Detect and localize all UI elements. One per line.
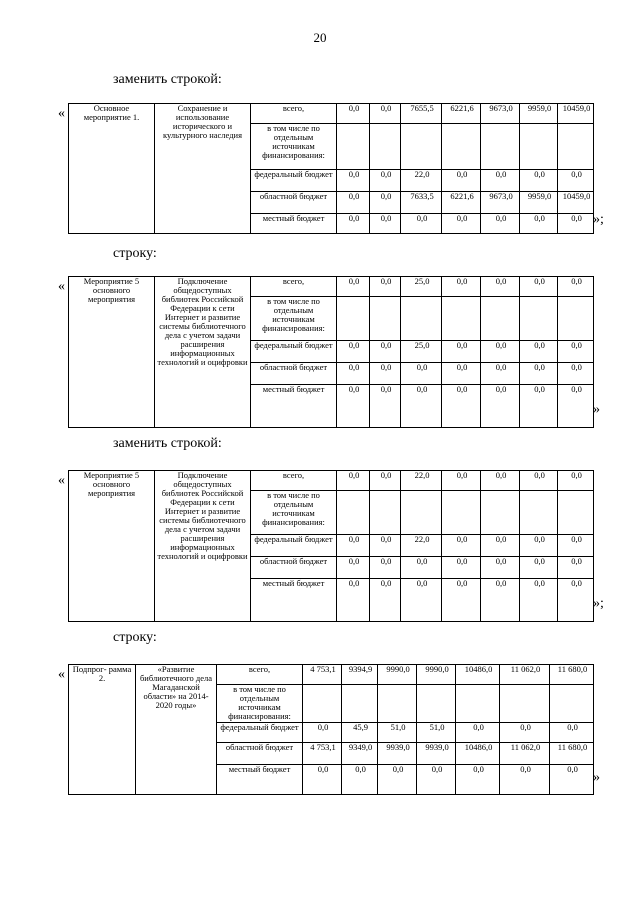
- cell-value: 0,0: [442, 170, 481, 192]
- cell-value: 0,0: [401, 385, 442, 428]
- cell-value: 0,0: [337, 277, 370, 297]
- cell-value: 0,0: [337, 579, 370, 622]
- cell-source: областной бюджет: [251, 363, 337, 385]
- cell-value: [442, 297, 481, 341]
- cell-value: 0,0: [370, 471, 401, 491]
- cell-source: в том числе по отдельным источникам финансирования:: [251, 297, 337, 341]
- cell-value: 51,0: [417, 723, 456, 743]
- cell-source: местный бюджет: [251, 385, 337, 428]
- cell-event: Подпрог- рамма 2.: [69, 665, 136, 795]
- quote-close: »;: [593, 212, 604, 227]
- cell-value: [481, 491, 520, 535]
- cell-value: 0,0: [370, 385, 401, 428]
- cell-value: [417, 685, 456, 723]
- cell-value: 4 753,1: [303, 743, 342, 765]
- cell-value: [558, 124, 594, 170]
- cell-source: федеральный бюджет: [251, 535, 337, 557]
- cell-value: 0,0: [558, 579, 594, 622]
- quote-open: «: [58, 106, 65, 121]
- cell-value: 0,0: [370, 214, 401, 234]
- cell-value: 10486,0: [456, 743, 500, 765]
- heading-replace-2: заменить строкой:: [113, 436, 222, 451]
- funding-table: [68, 103, 594, 234]
- cell-value: 0,0: [520, 277, 558, 297]
- cell-value: 0,0: [303, 723, 342, 743]
- cell-value: [456, 685, 500, 723]
- cell-value: 9349,0: [342, 743, 378, 765]
- quote-open: «: [58, 279, 65, 294]
- cell-value: 0,0: [337, 471, 370, 491]
- cell-value: 0,0: [442, 363, 481, 385]
- cell-value: [370, 297, 401, 341]
- table-block-4: [68, 664, 593, 795]
- cell-value: 0,0: [500, 765, 550, 795]
- cell-value: 10486,0: [456, 665, 500, 685]
- cell-value: [558, 297, 594, 341]
- heading-row-2: строку:: [113, 630, 157, 645]
- cell-value: 0,0: [481, 385, 520, 428]
- cell-value: 0,0: [337, 192, 370, 214]
- cell-value: [401, 124, 442, 170]
- cell-value: 0,0: [558, 341, 594, 363]
- cell-value: 25,0: [401, 341, 442, 363]
- cell-value: 0,0: [378, 765, 417, 795]
- cell-value: 0,0: [342, 765, 378, 795]
- cell-source: областной бюджет: [251, 557, 337, 579]
- cell-value: 0,0: [481, 214, 520, 234]
- cell-value: 11 062,0: [500, 743, 550, 765]
- cell-value: 9990,0: [378, 665, 417, 685]
- table-block-1: [68, 103, 593, 234]
- cell-value: 0,0: [520, 471, 558, 491]
- cell-source: местный бюджет: [251, 579, 337, 622]
- cell-value: 51,0: [378, 723, 417, 743]
- cell-value: 0,0: [401, 363, 442, 385]
- cell-value: 0,0: [456, 723, 500, 743]
- cell-source: областной бюджет: [217, 743, 303, 765]
- cell-source: в том числе по отдельным источникам финансирования:: [251, 491, 337, 535]
- cell-value: 0,0: [337, 557, 370, 579]
- cell-value: 9990,0: [417, 665, 456, 685]
- cell-value: 0,0: [337, 385, 370, 428]
- cell-value: 0,0: [550, 723, 594, 743]
- cell-value: 10459,0: [558, 192, 594, 214]
- cell-value: [337, 124, 370, 170]
- cell-value: 0,0: [442, 579, 481, 622]
- cell-value: 22,0: [401, 170, 442, 192]
- cell-value: 6221,6: [442, 192, 481, 214]
- cell-value: 0,0: [442, 471, 481, 491]
- cell-value: 0,0: [558, 557, 594, 579]
- cell-description: Подключение общедоступных библиотек Российской Федерации к сети Интернет и развитие системы библиотечного дела с учетом задачи расширения информационных технологий и оцифровки: [155, 471, 251, 622]
- cell-value: 0,0: [500, 723, 550, 743]
- cell-value: 9673,0: [481, 192, 520, 214]
- cell-value: 0,0: [520, 341, 558, 363]
- cell-value: 0,0: [481, 579, 520, 622]
- cell-value: [378, 685, 417, 723]
- cell-value: 11 062,0: [500, 665, 550, 685]
- cell-value: 9673,0: [481, 104, 520, 124]
- quote-close: »;: [593, 596, 604, 611]
- cell-value: 0,0: [558, 277, 594, 297]
- cell-source: всего,: [217, 665, 303, 685]
- cell-event: Основное мероприятие 1.: [69, 104, 155, 234]
- table-block-3: [68, 470, 593, 622]
- cell-value: 0,0: [370, 557, 401, 579]
- cell-value: 0,0: [337, 341, 370, 363]
- quote-close: »: [593, 770, 600, 785]
- cell-value: [337, 491, 370, 535]
- funding-table: [68, 664, 594, 795]
- cell-value: 0,0: [481, 535, 520, 557]
- cell-source: всего,: [251, 277, 337, 297]
- cell-source: в том числе по отдельным источникам финансирования:: [217, 685, 303, 723]
- cell-value: 0,0: [401, 579, 442, 622]
- cell-value: 0,0: [401, 214, 442, 234]
- cell-value: 9959,0: [520, 104, 558, 124]
- cell-source: местный бюджет: [251, 214, 337, 234]
- cell-value: [370, 491, 401, 535]
- cell-value: 0,0: [520, 535, 558, 557]
- cell-value: 0,0: [481, 363, 520, 385]
- cell-source: федеральный бюджет: [251, 341, 337, 363]
- cell-value: 0,0: [520, 579, 558, 622]
- cell-value: 0,0: [520, 557, 558, 579]
- cell-event: Мероприятие 5 основного мероприятия: [69, 277, 155, 428]
- cell-source: областной бюджет: [251, 192, 337, 214]
- cell-value: [481, 297, 520, 341]
- cell-value: [370, 124, 401, 170]
- cell-value: 0,0: [558, 535, 594, 557]
- cell-value: 0,0: [481, 557, 520, 579]
- cell-value: 0,0: [520, 385, 558, 428]
- cell-event: Мероприятие 5 основного мероприятия: [69, 471, 155, 622]
- cell-value: 0,0: [370, 104, 401, 124]
- cell-value: 6221,6: [442, 104, 481, 124]
- cell-value: [550, 685, 594, 723]
- cell-value: [520, 297, 558, 341]
- cell-value: [520, 491, 558, 535]
- cell-value: 0,0: [442, 557, 481, 579]
- heading-row-1: строку:: [113, 246, 157, 261]
- cell-value: 0,0: [520, 170, 558, 192]
- cell-value: 0,0: [520, 363, 558, 385]
- cell-value: 0,0: [442, 214, 481, 234]
- cell-value: 0,0: [370, 341, 401, 363]
- funding-table: [68, 276, 594, 428]
- cell-value: 0,0: [558, 471, 594, 491]
- quote-open: «: [58, 473, 65, 488]
- cell-value: [401, 297, 442, 341]
- cell-value: 0,0: [442, 535, 481, 557]
- quote-close: »: [593, 402, 600, 417]
- table-block-2: [68, 276, 593, 428]
- cell-value: [442, 124, 481, 170]
- cell-value: 0,0: [370, 170, 401, 192]
- cell-value: 0,0: [442, 341, 481, 363]
- funding-table: [68, 470, 594, 622]
- cell-value: 22,0: [401, 471, 442, 491]
- cell-value: 0,0: [558, 214, 594, 234]
- cell-source: местный бюджет: [217, 765, 303, 795]
- cell-value: 11 680,0: [550, 665, 594, 685]
- cell-value: 0,0: [370, 277, 401, 297]
- cell-value: 0,0: [337, 535, 370, 557]
- cell-value: 0,0: [401, 557, 442, 579]
- cell-value: 0,0: [481, 341, 520, 363]
- cell-value: 0,0: [442, 385, 481, 428]
- heading-replace-1: заменить строкой:: [113, 72, 222, 87]
- cell-source: федеральный бюджет: [251, 170, 337, 192]
- cell-value: 0,0: [558, 363, 594, 385]
- cell-source: всего,: [251, 471, 337, 491]
- cell-value: [337, 297, 370, 341]
- cell-value: [401, 491, 442, 535]
- cell-value: 22,0: [401, 535, 442, 557]
- cell-value: 0,0: [442, 277, 481, 297]
- cell-value: 9939,0: [378, 743, 417, 765]
- cell-value: 0,0: [370, 535, 401, 557]
- page-number: 20: [313, 30, 327, 45]
- cell-value: 9939,0: [417, 743, 456, 765]
- cell-value: 4 753,1: [303, 665, 342, 685]
- cell-value: 45,9: [342, 723, 378, 743]
- cell-source: всего,: [251, 104, 337, 124]
- cell-value: 0,0: [481, 277, 520, 297]
- cell-source: федеральный бюджет: [217, 723, 303, 743]
- cell-description: Сохранение и использование исторического и культурного наследия: [155, 104, 251, 234]
- cell-value: 7655,5: [401, 104, 442, 124]
- cell-value: 0,0: [370, 192, 401, 214]
- cell-value: 0,0: [558, 385, 594, 428]
- cell-value: 0,0: [558, 170, 594, 192]
- cell-value: [481, 124, 520, 170]
- cell-value: 0,0: [481, 170, 520, 192]
- cell-value: 0,0: [520, 214, 558, 234]
- cell-value: 9394,9: [342, 665, 378, 685]
- cell-description: Подключение общедоступных библиотек Российской Федерации к сети Интернет и развитие системы библиотечного дела с учетом задачи расширения информационных технологий и оцифровки: [155, 277, 251, 428]
- cell-value: [500, 685, 550, 723]
- cell-value: [520, 124, 558, 170]
- cell-source: в том числе по отдельным источникам финансирования:: [251, 124, 337, 170]
- cell-value: [558, 491, 594, 535]
- cell-value: [303, 685, 342, 723]
- cell-value: 0,0: [456, 765, 500, 795]
- cell-value: 0,0: [550, 765, 594, 795]
- cell-value: [442, 491, 481, 535]
- cell-value: 0,0: [417, 765, 456, 795]
- cell-value: 7633,5: [401, 192, 442, 214]
- cell-value: 0,0: [303, 765, 342, 795]
- cell-value: 9959,0: [520, 192, 558, 214]
- cell-value: 0,0: [370, 579, 401, 622]
- cell-value: 0,0: [481, 471, 520, 491]
- cell-value: 0,0: [337, 214, 370, 234]
- cell-value: 0,0: [337, 170, 370, 192]
- cell-value: 25,0: [401, 277, 442, 297]
- cell-value: 10459,0: [558, 104, 594, 124]
- cell-value: 0,0: [337, 104, 370, 124]
- cell-description: «Развитие библиотечного дела Магаданской области» на 2014-2020 годы»: [136, 665, 217, 795]
- cell-value: 11 680,0: [550, 743, 594, 765]
- cell-value: [342, 685, 378, 723]
- quote-open: «: [58, 667, 65, 682]
- cell-value: 0,0: [337, 363, 370, 385]
- cell-value: 0,0: [370, 363, 401, 385]
